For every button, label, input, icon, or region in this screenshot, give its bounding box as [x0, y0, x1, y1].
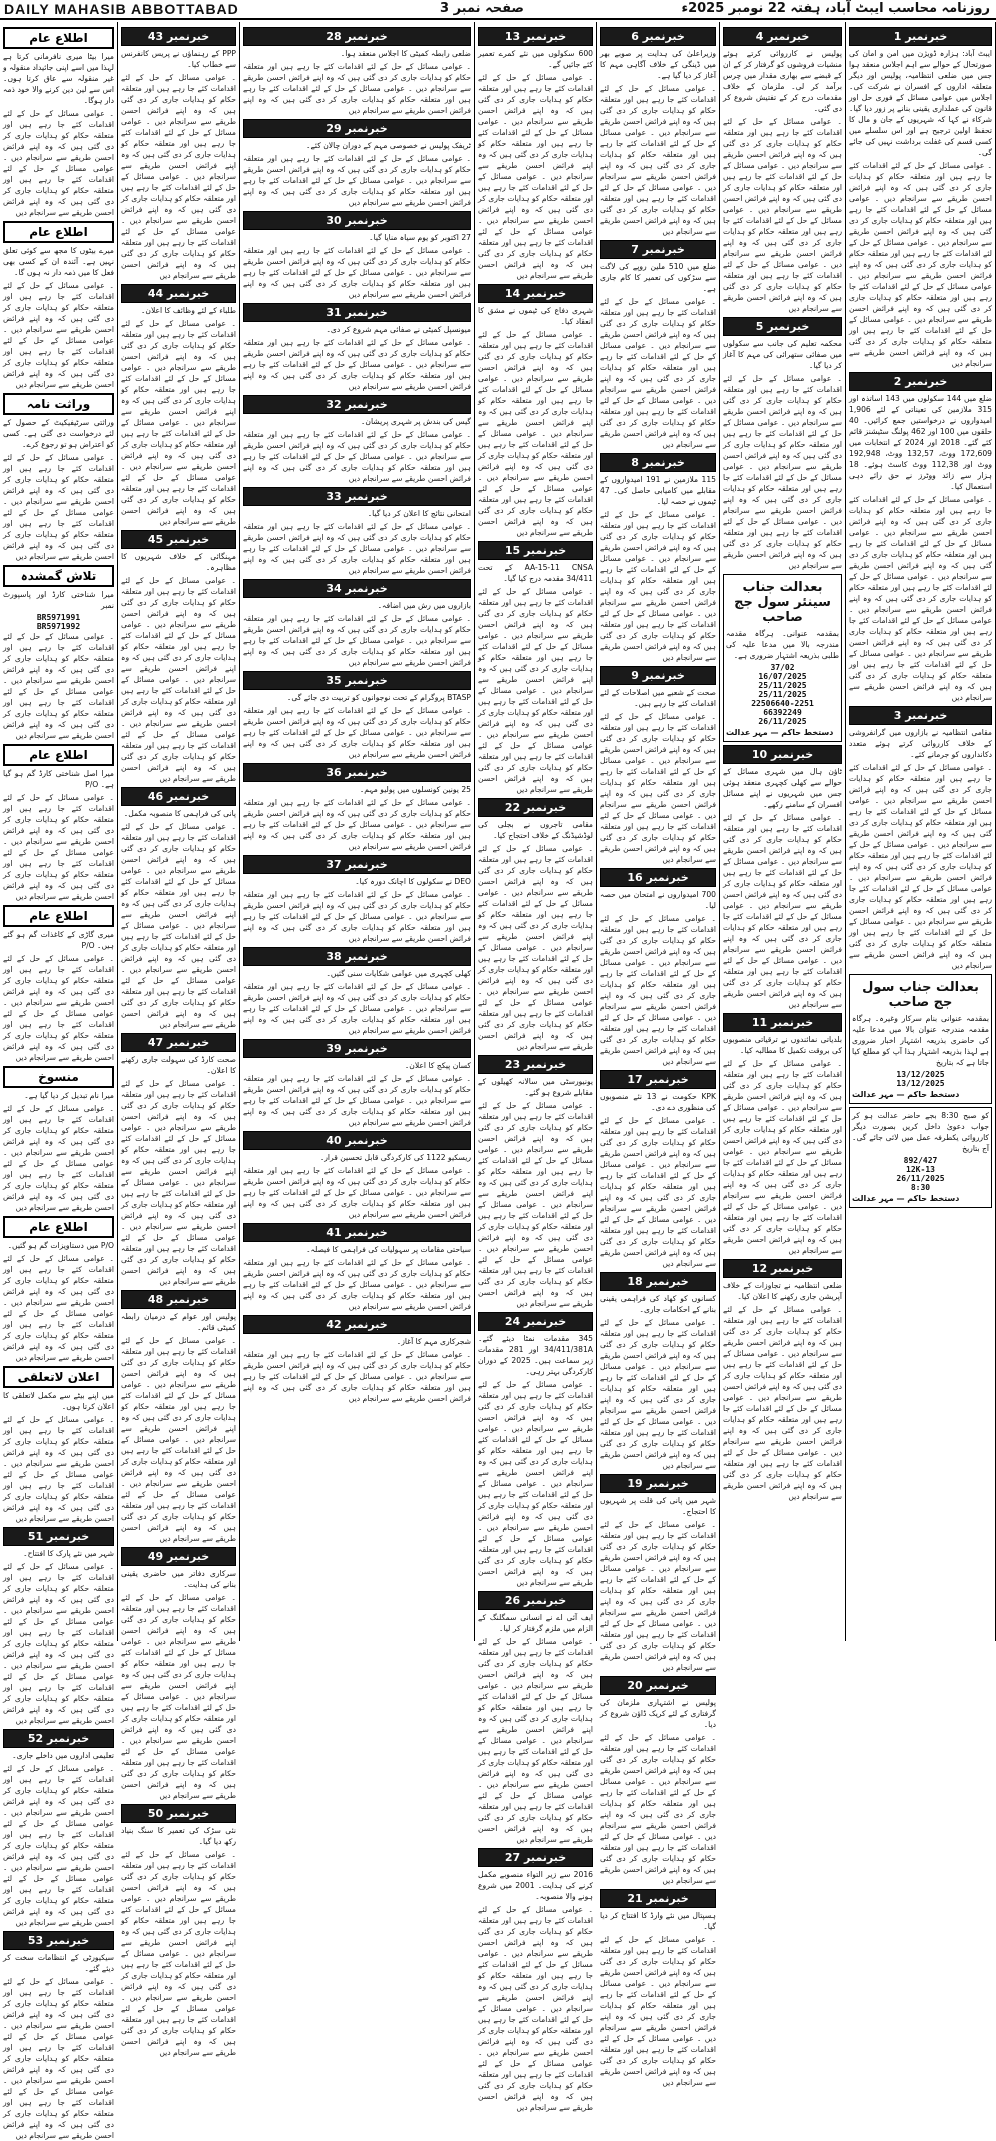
news-text: ایف آئی اے نے انسانی سمگلنگ کے الزام میں ملزم گرفتار کر لیا۔	[478, 1613, 593, 1633]
classified-filler: ۔ عوامی مسائل کے حل کے لئے اقدامات کئے جا رہے ہیں اور متعلقہ حکام کو ہدایات جاری کر دی گئی ہیں کہ وہ اپنے فرائض احسن طریقے سے سرانجام دیں ۔ عوامی مسائل کے حل کے لئے اقدامات کئے جا رہے ہیں اور متعلقہ حکام کو ہدایات جاری کر دی گئی ہیں کہ وہ اپنے فرائض احسن طریقے سے سرانجام دیں	[3, 1254, 114, 1362]
news-text: ہسپتال میں نئے وارڈ کا افتتاح کر دیا گیا۔	[600, 1911, 716, 1931]
news-text: تعلیمی اداروں میں داخلے جاری۔	[12, 1751, 114, 1760]
news-body-filler: ۔ عوامی مسائل کے حل کے لئے اقدامات کئے جا رہے ہیں اور متعلقہ حکام کو ہدایات جاری کر دی گئی ہیں کہ وہ اپنے فرائض احسن طریقے سے سرانجام دیں ۔ عوامی مسائل کے حل کے لئے اقدامات کئے جا رہے ہیں اور متعلقہ حکام کو ہدایات جاری کر دی گئی ہیں کہ وہ اپنے فرائض احسن طریقے سے سرانجام دیں ۔ عوامی مسائل کے حل کے لئے اقدامات کئے جا رہے ہیں اور متعلقہ حکام کو ہدایات جاری کر دی گئی ہیں کہ وہ اپنے فرائض احسن طریقے سے سرانجام دیں	[3, 1977, 114, 2140]
news-text: بلدیاتی نمائندوں نے ترقیاتی منصوبوں کی بروقت تکمیل کا مطالبہ کیا۔	[723, 1035, 842, 1055]
news-box-title: خبرنمبر 22	[478, 798, 593, 817]
news-box-title: خبرنمبر 15	[478, 541, 593, 560]
news-text: KPK حکومت نے 13 نئے منصوبوں کی منظوری دے دی۔	[600, 1092, 716, 1112]
classified-filler: ۔ عوامی مسائل کے حل کے لئے اقدامات کئے جا رہے ہیں اور متعلقہ حکام کو ہدایات جاری کر دی گئی ہیں کہ وہ اپنے فرائض احسن طریقے سے سرانجام دیں ۔ عوامی مسائل کے حل کے لئے اقدامات کئے جا رہے ہیں اور متعلقہ حکام کو ہدایات جاری کر دی گئی ہیں کہ وہ اپنے فرائض احسن طریقے سے سرانجام دیں	[3, 632, 114, 740]
news-box-title: خبرنمبر 53	[3, 1931, 114, 1950]
news-text: 600 سکولوں میں نئے کمرے تعمیر کئے جائیں گے۔	[478, 49, 593, 69]
news-text: بازاروں میں رش میں اضافہ۔	[377, 601, 471, 610]
notice-text: بمقدمہ عنوانی۔ ہرگاہ مقدمہ مندرجہ بالا میں مدعا علیہ کی طلبی بذریعہ اشتہار ضروری ہے۔	[726, 629, 839, 660]
notice-time: 8:30	[910, 1183, 931, 1192]
news-box-title: خبرنمبر 23	[478, 1055, 593, 1074]
news-text: شہر میں پانی کی قلت پر شہریوں کا احتجاج۔	[600, 1496, 716, 1516]
news-box-title: خبرنمبر 50	[121, 1804, 236, 1823]
news-box-title: خبرنمبر 24	[478, 1312, 593, 1331]
news-body-filler: ۔ عوامی مسائل کے حل کے لئے اقدامات کئے جا رہے ہیں اور متعلقہ حکام کو ہدایات جاری کر دی گئی ہیں کہ وہ اپنے فرائض احسن طریقے سے سرانجام دیں ۔ عوامی مسائل کے حل کے لئے اقدامات کئے جا رہے ہیں اور متعلقہ حکام کو ہدایات جاری کر دی گئی ہیں کہ وہ اپنے فرائض احسن طریقے سے سرانجام دیں ۔ عوامی مسائل کے حل کے لئے اقدامات کئے جا رہے ہیں اور متعلقہ حکام کو ہدایات جاری کر دی گئی ہیں کہ وہ اپنے فرائض احسن طریقے سے سرانجام دیں ۔ عوامی مسائل کے حل کے لئے اقدامات کئے جا رہے ہیں اور متعلقہ حکام کو ہدایات جاری کر دی گئی ہیں کہ وہ اپنے فرائض احسن طریقے سے سرانجام دیں	[478, 73, 593, 280]
classified-heading: اطلاع عام	[3, 27, 114, 49]
classified-filler: ۔ عوامی مسائل کے حل کے لئے اقدامات کئے جا رہے ہیں اور متعلقہ حکام کو ہدایات جاری کر دی گئی ہیں کہ وہ اپنے فرائض احسن طریقے سے سرانجام دیں ۔ عوامی مسائل کے حل کے لئے اقدامات کئے جا رہے ہیں اور متعلقہ حکام کو ہدایات جاری کر دی گئی ہیں کہ وہ اپنے فرائض احسن طریقے سے سرانجام دیں	[3, 109, 114, 217]
news-box-title: خبرنمبر 27	[478, 1848, 593, 1867]
news-body-filler: ۔ عوامی مسائل کے حل کے لئے اقدامات کئے جا رہے ہیں اور متعلقہ حکام کو ہدایات جاری کر دی گئی ہیں کہ وہ اپنے فرائض احسن طریقے سے سرانجام دیں ۔ عوامی مسائل کے حل کے لئے اقدامات کئے جا رہے ہیں اور متعلقہ حکام کو ہدایات جاری کر دی گئی ہیں کہ وہ اپنے فرائض احسن طریقے سے سرانجام دیں ۔ عوامی مسائل کے حل کے لئے اقدامات کئے جا رہے ہیں اور متعلقہ حکام کو ہدایات جاری کر دی گئی ہیں کہ وہ اپنے فرائض احسن طریقے سے سرانجام دیں ۔ عوامی مسائل کے حل کے لئے اقدامات کئے جا رہے ہیں اور متعلقہ حکام کو ہدایات جاری کر دی گئی ہیں کہ وہ اپنے فرائض احسن طریقے سے سرانجام دیں ۔ عوامی مسائل کے حل کے لئے اقدامات کئے جا رہے ہیں اور متعلقہ حکام کو ہدایات جاری کر دی گئی ہیں کہ وہ اپنے فرائض احسن طریقے سے سرانجام دیں	[849, 161, 992, 368]
news-box-title: خبرنمبر 46	[121, 787, 236, 806]
column-3	[597, 22, 720, 2087]
classified-text: میں اپنے بیٹے سے مکمل لاتعلقی کا اعلان کرتا ہوں۔	[3, 1391, 114, 1411]
news-box-title: خبرنمبر 5	[723, 317, 842, 336]
news-text: مقامی انتظامیہ نے بازاروں میں گرانفروشی کے خلاف کارروائی کرتے ہوئے متعدد دکانداروں کو جرمانے کئے۔	[849, 728, 992, 759]
news-text: 2016 سے زیر التواء منصوبے مکمل کرنے کی ہدایت۔ 2001 میں شروع ہونے والا منصوبہ۔	[478, 1870, 593, 1901]
notice-ref: 892/427	[903, 1156, 938, 1165]
news-body-filler: ۔ عوامی مسائل کے حل کے لئے اقدامات کئے جا رہے ہیں اور متعلقہ حکام کو ہدایات جاری کر دی گئی ہیں کہ وہ اپنے فرائض احسن طریقے سے سرانجام دیں ۔ عوامی مسائل کے حل کے لئے اقدامات کئے جا رہے ہیں اور متعلقہ حکام کو ہدایات جاری کر دی گئی ہیں کہ وہ اپنے فرائض احسن طریقے سے سرانجام دیں	[243, 1258, 471, 1311]
news-body-filler: ۔ عوامی مسائل کے حل کے لئے اقدامات کئے جا رہے ہیں اور متعلقہ حکام کو ہدایات جاری کر دی گئی ہیں کہ وہ اپنے فرائض احسن طریقے سے سرانجام دیں ۔ عوامی مسائل کے حل کے لئے اقدامات کئے جا رہے ہیں اور متعلقہ حکام کو ہدایات جاری کر دی گئی ہیں کہ وہ اپنے فرائض احسن طریقے سے سرانجام دیں	[243, 982, 471, 1035]
news-box-title: خبرنمبر 30	[243, 211, 471, 230]
notice-ref: 12K-13	[906, 1165, 935, 1174]
news-body-filler: ۔ عوامی مسائل کے حل کے لئے اقدامات کئے جا رہے ہیں اور متعلقہ حکام کو ہدایات جاری کر دی گئی ہیں کہ وہ اپنے فرائض احسن طریقے سے سرانجام دیں ۔ عوامی مسائل کے حل کے لئے اقدامات کئے جا رہے ہیں اور متعلقہ حکام کو ہدایات جاری کر دی گئی ہیں کہ وہ اپنے فرائض احسن طریقے سے سرانجام دیں ۔ عوامی مسائل کے حل کے لئے اقدامات کئے جا رہے ہیں اور متعلقہ حکام کو ہدایات جاری کر دی گئی ہیں کہ وہ اپنے فرائض احسن طریقے سے سرانجام دیں ۔ عوامی مسائل کے حل کے لئے اقدامات کئے جا رہے ہیں اور متعلقہ حکام کو ہدایات جاری کر دی گئی ہیں کہ وہ اپنے فرائض احسن طریقے سے سرانجام دیں	[121, 1336, 236, 1543]
notice-text: بمقدمہ عنوانی بنام سرکار وغیرہ۔ ہرگاہ مقدمہ مندرجہ عنوان بالا میں مدعا علیہ کی حاضری بذریعہ اشتہار اخبار ضروری ہے لہذا بذریعہ اشتہار ہذا آپ کو مطلع کیا جاتا ہے کہ بتاریخ	[852, 1014, 989, 1067]
news-body-filler: ۔ عوامی مسائل کے حل کے لئے اقدامات کئے جا رہے ہیں اور متعلقہ حکام کو ہدایات جاری کر دی گئی ہیں کہ وہ اپنے فرائض احسن طریقے سے سرانجام دیں ۔ عوامی مسائل کے حل کے لئے اقدامات کئے جا رہے ہیں اور متعلقہ حکام کو ہدایات جاری کر دی گئی ہیں کہ وہ اپنے فرائض احسن طریقے سے سرانجام دیں ۔ عوامی مسائل کے حل کے لئے اقدامات کئے جا رہے ہیں اور متعلقہ حکام کو ہدایات جاری کر دی گئی ہیں کہ وہ اپنے فرائض احسن طریقے سے سرانجام دیں ۔ عوامی مسائل کے حل کے لئے اقدامات کئے جا رہے ہیں اور متعلقہ حکام کو ہدایات جاری کر دی گئی ہیں کہ وہ اپنے فرائض احسن طریقے سے سرانجام دیں	[723, 813, 842, 1009]
column-6	[118, 22, 240, 2057]
column-5	[240, 22, 475, 1641]
news-body-filler: ۔ عوامی مسائل کے حل کے لئے اقدامات کئے جا رہے ہیں اور متعلقہ حکام کو ہدایات جاری کر دی گئی ہیں کہ وہ اپنے فرائض احسن طریقے سے سرانجام دیں ۔ عوامی مسائل کے حل کے لئے اقدامات کئے جا رہے ہیں اور متعلقہ حکام کو ہدایات جاری کر دی گئی ہیں کہ وہ اپنے فرائض احسن طریقے سے سرانجام دیں ۔ عوامی مسائل کے حل کے لئے اقدامات کئے جا رہے ہیں اور متعلقہ حکام کو ہدایات جاری کر دی گئی ہیں کہ وہ اپنے فرائض احسن طریقے سے سرانجام دیں ۔ عوامی مسائل کے حل کے لئے اقدامات کئے جا رہے ہیں اور متعلقہ حکام کو ہدایات جاری کر دی گئی ہیں کہ وہ اپنے فرائض احسن طریقے سے سرانجام دیں	[478, 1637, 593, 1844]
news-body-filler: ۔ عوامی مسائل کے حل کے لئے اقدامات کئے جا رہے ہیں اور متعلقہ حکام کو ہدایات جاری کر دی گئی ہیں کہ وہ اپنے فرائض احسن طریقے سے سرانجام دیں ۔ عوامی مسائل کے حل کے لئے اقدامات کئے جا رہے ہیں اور متعلقہ حکام کو ہدایات جاری کر دی گئی ہیں کہ وہ اپنے فرائض احسن طریقے سے سرانجام دیں ۔ عوامی مسائل کے حل کے لئے اقدامات کئے جا رہے ہیں اور متعلقہ حکام کو ہدایات جاری کر دی گئی ہیں کہ وہ اپنے فرائض احسن طریقے سے سرانجام دیں ۔ عوامی مسائل کے حل کے لئے اقدامات کئے جا رہے ہیں اور متعلقہ حکام کو ہدایات جاری کر دی گئی ہیں کہ وہ اپنے فرائض احسن طریقے سے سرانجام دیں	[478, 1101, 593, 1308]
news-text: ضلع میں 510 ملین روپے کی لاگت سے سڑکوں کی تعمیر کا کام جاری ہے۔	[600, 262, 716, 293]
notice-case: 37/02	[770, 663, 795, 672]
news-text: ضلعی انتظامیہ نے تجاوزات کے خلاف آپریشن جاری رکھنے کا اعلان کیا۔	[723, 1281, 842, 1301]
news-body-filler: ۔ عوامی مسائل کے حل کے لئے اقدامات کئے جا رہے ہیں اور متعلقہ حکام کو ہدایات جاری کر دی گئی ہیں کہ وہ اپنے فرائض احسن طریقے سے سرانجام دیں ۔ عوامی مسائل کے حل کے لئے اقدامات کئے جا رہے ہیں اور متعلقہ حکام کو ہدایات جاری کر دی گئی ہیں کہ وہ اپنے فرائض احسن طریقے سے سرانجام دیں ۔ عوامی مسائل کے حل کے لئے اقدامات کئے جا رہے ہیں اور متعلقہ حکام کو ہدایات جاری کر دی گئی ہیں کہ وہ اپنے فرائض احسن طریقے سے سرانجام دیں	[600, 510, 716, 662]
news-body-filler: ۔ عوامی مسائل کے حل کے لئے اقدامات کئے جا رہے ہیں اور متعلقہ حکام کو ہدایات جاری کر دی گئی ہیں کہ وہ اپنے فرائض احسن طریقے سے سرانجام دیں ۔ عوامی مسائل کے حل کے لئے اقدامات کئے جا رہے ہیں اور متعلقہ حکام کو ہدایات جاری کر دی گئی ہیں کہ وہ اپنے فرائض احسن طریقے سے سرانجام دیں ۔ عوامی مسائل کے حل کے لئے اقدامات کئے جا رہے ہیں اور متعلقہ حکام کو ہدایات جاری کر دی گئی ہیں کہ وہ اپنے فرائض احسن طریقے سے سرانجام دیں	[600, 1520, 716, 1672]
classified-heading: وراثت نامہ	[3, 393, 114, 415]
news-body-filler: ۔ عوامی مسائل کے حل کے لئے اقدامات کئے جا رہے ہیں اور متعلقہ حکام کو ہدایات جاری کر دی گئی ہیں کہ وہ اپنے فرائض احسن طریقے سے سرانجام دیں ۔ عوامی مسائل کے حل کے لئے اقدامات کئے جا رہے ہیں اور متعلقہ حکام کو ہدایات جاری کر دی گئی ہیں کہ وہ اپنے فرائض احسن طریقے سے سرانجام دیں ۔ عوامی مسائل کے حل کے لئے اقدامات کئے جا رہے ہیں اور متعلقہ حکام کو ہدایات جاری کر دی گئی ہیں کہ وہ اپنے فرائض احسن طریقے سے سرانجام دیں	[600, 1116, 716, 1268]
news-body-filler: ۔ عوامی مسائل کے حل کے لئے اقدامات کئے جا رہے ہیں اور متعلقہ حکام کو ہدایات جاری کر دی گئی ہیں کہ وہ اپنے فرائض احسن طریقے سے سرانجام دیں ۔ عوامی مسائل کے حل کے لئے اقدامات کئے جا رہے ہیں اور متعلقہ حکام کو ہدایات جاری کر دی گئی ہیں کہ وہ اپنے فرائض احسن طریقے سے سرانجام دیں ۔ عوامی مسائل کے حل کے لئے اقدامات کئے جا رہے ہیں اور متعلقہ حکام کو ہدایات جاری کر دی گئی ہیں کہ وہ اپنے فرائض احسن طریقے سے سرانجام دیں	[600, 297, 716, 449]
news-box-title: خبرنمبر 33	[243, 487, 471, 506]
news-text: ٹاؤن ہال میں شہری مسائل کے حوالے سے کھلی کچہری منعقد ہوئی جس میں شہریوں نے اپنے مسائل افسران کے سامنے رکھے۔	[723, 767, 842, 809]
news-box-title: خبرنمبر 43	[121, 27, 236, 46]
page-number: صفحہ نمبر 3	[440, 1, 524, 16]
classified-heading: منسوخ	[3, 1066, 114, 1088]
news-box-title: خبرنمبر 14	[478, 284, 593, 303]
news-text: کسانوں کو کھاد کی فراہمی یقینی بنانے کے احکامات جاری۔	[600, 1294, 716, 1314]
news-body-filler: ۔ عوامی مسائل کے حل کے لئے اقدامات کئے جا رہے ہیں اور متعلقہ حکام کو ہدایات جاری کر دی گئی ہیں کہ وہ اپنے فرائض احسن طریقے سے سرانجام دیں ۔ عوامی مسائل کے حل کے لئے اقدامات کئے جا رہے ہیں اور متعلقہ حکام کو ہدایات جاری کر دی گئی ہیں کہ وہ اپنے فرائض احسن طریقے سے سرانجام دیں ۔ عوامی مسائل کے حل کے لئے اقدامات کئے جا رہے ہیں اور متعلقہ حکام کو ہدایات جاری کر دی گئی ہیں کہ وہ اپنے فرائض احسن طریقے سے سرانجام دیں ۔ عوامی مسائل کے حل کے لئے اقدامات کئے جا رہے ہیں اور متعلقہ حکام کو ہدایات جاری کر دی گئی ہیں کہ وہ اپنے فرائض احسن طریقے سے سرانجام دیں	[478, 1905, 593, 2112]
court-notice	[723, 574, 842, 742]
classified-heading: اطلاع عام	[3, 905, 114, 927]
classified-heading: اطلاع عام	[3, 1216, 114, 1238]
news-box-title: خبرنمبر 44	[121, 284, 236, 303]
news-box-title: خبرنمبر 4	[723, 27, 842, 46]
news-text: نئی سڑک کی تعمیر کا سنگ بنیاد رکھ دیا گیا۔	[121, 1826, 236, 1846]
news-text: سیاحتی مقامات پر سہولیات کی فراہمی کا فیصلہ۔	[306, 1245, 471, 1254]
news-body-filler: ۔ عوامی مسائل کے حل کے لئے اقدامات کئے جا رہے ہیں اور متعلقہ حکام کو ہدایات جاری کر دی گئی ہیں کہ وہ اپنے فرائض احسن طریقے سے سرانجام دیں ۔ عوامی مسائل کے حل کے لئے اقدامات کئے جا رہے ہیں اور متعلقہ حکام کو ہدایات جاری کر دی گئی ہیں کہ وہ اپنے فرائض احسن طریقے سے سرانجام دیں	[243, 614, 471, 667]
news-text: میونسپل کمیٹی نے صفائی مہم شروع کر دی۔	[326, 325, 471, 334]
classified-filler: ۔ عوامی مسائل کے حل کے لئے اقدامات کئے جا رہے ہیں اور متعلقہ حکام کو ہدایات جاری کر دی گئی ہیں کہ وہ اپنے فرائض احسن طریقے سے سرانجام دیں ۔ عوامی مسائل کے حل کے لئے اقدامات کئے جا رہے ہیں اور متعلقہ حکام کو ہدایات جاری کر دی گئی ہیں کہ وہ اپنے فرائض احسن طریقے سے سرانجام دیں	[3, 793, 114, 901]
news-body-filler: ۔ عوامی مسائل کے حل کے لئے اقدامات کئے جا رہے ہیں اور متعلقہ حکام کو ہدایات جاری کر دی گئی ہیں کہ وہ اپنے فرائض احسن طریقے سے سرانجام دیں ۔ عوامی مسائل کے حل کے لئے اقدامات کئے جا رہے ہیں اور متعلقہ حکام کو ہدایات جاری کر دی گئی ہیں کہ وہ اپنے فرائض احسن طریقے سے سرانجام دیں ۔ عوامی مسائل کے حل کے لئے اقدامات کئے جا رہے ہیں اور متعلقہ حکام کو ہدایات جاری کر دی گئی ہیں کہ وہ اپنے فرائض احسن طریقے سے سرانجام دیں	[3, 1764, 114, 1927]
notice-phone2: 66392249	[763, 708, 802, 717]
news-body-filler: ۔ عوامی مسائل کے حل کے لئے اقدامات کئے جا رہے ہیں اور متعلقہ حکام کو ہدایات جاری کر دی گئی ہیں کہ وہ اپنے فرائض احسن طریقے سے سرانجام دیں ۔ عوامی مسائل کے حل کے لئے اقدامات کئے جا رہے ہیں اور متعلقہ حکام کو ہدایات جاری کر دی گئی ہیں کہ وہ اپنے فرائض احسن طریقے سے سرانجام دیں ۔ عوامی مسائل کے حل کے لئے اقدامات کئے جا رہے ہیں اور متعلقہ حکام کو ہدایات جاری کر دی گئی ہیں کہ وہ اپنے فرائض احسن طریقے سے سرانجام دیں ۔ عوامی مسائل کے حل کے لئے اقدامات کئے جا رہے ہیں اور متعلقہ حکام کو ہدایات جاری کر دی گئی ہیں کہ وہ اپنے فرائض احسن طریقے سے سرانجام دیں	[121, 73, 236, 280]
news-box-title: خبرنمبر 34	[243, 579, 471, 598]
news-box-title: خبرنمبر 8	[600, 453, 716, 472]
document-number: BR5971992	[36, 622, 81, 631]
news-body-filler: ۔ عوامی مسائل کے حل کے لئے اقدامات کئے جا رہے ہیں اور متعلقہ حکام کو ہدایات جاری کر دی گئی ہیں کہ وہ اپنے فرائض احسن طریقے سے سرانجام دیں ۔ عوامی مسائل کے حل کے لئے اقدامات کئے جا رہے ہیں اور متعلقہ حکام کو ہدایات جاری کر دی گئی ہیں کہ وہ اپنے فرائض احسن طریقے سے سرانجام دیں ۔ عوامی مسائل کے حل کے لئے اقدامات کئے جا رہے ہیں اور متعلقہ حکام کو ہدایات جاری کر دی گئی ہیں کہ وہ اپنے فرائض احسن طریقے سے سرانجام دیں ۔ عوامی مسائل کے حل کے لئے اقدامات کئے جا رہے ہیں اور متعلقہ حکام کو ہدایات جاری کر دی گئی ہیں کہ وہ اپنے فرائض احسن طریقے سے سرانجام دیں ۔ عوامی مسائل کے حل کے لئے اقدامات کئے جا رہے ہیں اور متعلقہ حکام کو ہدایات جاری کر دی گئی ہیں کہ وہ اپنے فرائض احسن طریقے سے سرانجام دیں	[849, 495, 992, 702]
news-text: ضلعی رابطہ کمیٹی کا اجلاس منعقد ہوا۔	[340, 49, 471, 58]
news-box-title: خبرنمبر 32	[243, 395, 471, 414]
news-body-filler: ۔ عوامی مسائل کے حل کے لئے اقدامات کئے جا رہے ہیں اور متعلقہ حکام کو ہدایات جاری کر دی گئی ہیں کہ وہ اپنے فرائض احسن طریقے سے سرانجام دیں ۔ عوامی مسائل کے حل کے لئے اقدامات کئے جا رہے ہیں اور متعلقہ حکام کو ہدایات جاری کر دی گئی ہیں کہ وہ اپنے فرائض احسن طریقے سے سرانجام دیں	[243, 338, 471, 391]
notice-signature: دستخط حاکم — مہر عدالت	[852, 1194, 960, 1203]
news-text: ریسکیو 1122 کی کارکردگی قابل تحسین قرار۔	[319, 1153, 471, 1162]
news-box-title: خبرنمبر 9	[600, 666, 716, 685]
news-box-title: خبرنمبر 2	[849, 372, 992, 391]
classified-heading: تلاش گمشدہ	[3, 565, 114, 587]
news-text: مقامی تاجروں نے بجلی کی لوڈشیڈنگ کے خلاف احتجاج کیا۔	[478, 820, 593, 840]
news-box-title: خبرنمبر 6	[600, 27, 716, 46]
classified-heading: اعلان لاتعلقی	[3, 1366, 114, 1388]
classified-text: میرا بیٹا میری نافرمانی کرتا ہے لہذا میں اسے اپنی جائیداد منقولہ و غیر منقولہ سے عاق کرتا ہوں۔ اس سے لین دین کرنے والا خود ذمہ دار ہوگا۔	[3, 52, 114, 105]
classified-heading: اطلاع عام	[3, 221, 114, 243]
news-box-title: خبرنمبر 38	[243, 947, 471, 966]
notice-date: 13/12/2025	[896, 1079, 945, 1088]
classified-filler: ۔ عوامی مسائل کے حل کے لئے اقدامات کئے جا رہے ہیں اور متعلقہ حکام کو ہدایات جاری کر دی گئی ہیں کہ وہ اپنے فرائض احسن طریقے سے سرانجام دیں ۔ عوامی مسائل کے حل کے لئے اقدامات کئے جا رہے ہیں اور متعلقہ حکام کو ہدایات جاری کر دی گئی ہیں کہ وہ اپنے فرائض احسن طریقے سے سرانجام دیں	[3, 954, 114, 1062]
column-2	[720, 22, 846, 1641]
news-body-filler: ۔ عوامی مسائل کے حل کے لئے اقدامات کئے جا رہے ہیں اور متعلقہ حکام کو ہدایات جاری کر دی گئی ہیں کہ وہ اپنے فرائض احسن طریقے سے سرانجام دیں ۔ عوامی مسائل کے حل کے لئے اقدامات کئے جا رہے ہیں اور متعلقہ حکام کو ہدایات جاری کر دی گئی ہیں کہ وہ اپنے فرائض احسن طریقے سے سرانجام دیں	[243, 246, 471, 299]
news-box-title: خبرنمبر 42	[243, 1315, 471, 1334]
news-box-title: خبرنمبر 52	[3, 1729, 114, 1748]
news-text: ضلع میں 144 سکولوں میں 143 اساتذہ اور 315 ملازمین کی تعیناتی کے لئے 1,906 امیدواروں نے درخواستیں جمع کرائیں۔ 40 حلقوں میں 100 اور 462 پولنگ سٹیشنز قائم کئے گئے۔ 2018 اور 2024 کے انتخابات میں 172,609 ووٹ، 132,57 ووٹ، 192,948 ووٹ اور 112,38 ووٹ کاسٹ ہوئے۔ 18 ہزار سے زائد ووٹرز نے حق رائے دہی استعمال کیا۔	[849, 394, 993, 491]
news-body-filler: ۔ عوامی مسائل کے حل کے لئے اقدامات کئے جا رہے ہیں اور متعلقہ حکام کو ہدایات جاری کر دی گئی ہیں کہ وہ اپنے فرائض احسن طریقے سے سرانجام دیں ۔ عوامی مسائل کے حل کے لئے اقدامات کئے جا رہے ہیں اور متعلقہ حکام کو ہدایات جاری کر دی گئی ہیں کہ وہ اپنے فرائض احسن طریقے سے سرانجام دیں ۔ عوامی مسائل کے حل کے لئے اقدامات کئے جا رہے ہیں اور متعلقہ حکام کو ہدایات جاری کر دی گئی ہیں کہ وہ اپنے فرائض احسن طریقے سے سرانجام دیں ۔ عوامی مسائل کے حل کے لئے اقدامات کئے جا رہے ہیں اور متعلقہ حکام کو ہدایات جاری کر دی گئی ہیں کہ وہ اپنے فرائض احسن طریقے سے سرانجام دیں	[723, 117, 842, 313]
news-body-filler: ۔ عوامی مسائل کے حل کے لئے اقدامات کئے جا رہے ہیں اور متعلقہ حکام کو ہدایات جاری کر دی گئی ہیں کہ وہ اپنے فرائض احسن طریقے سے سرانجام دیں ۔ عوامی مسائل کے حل کے لئے اقدامات کئے جا رہے ہیں اور متعلقہ حکام کو ہدایات جاری کر دی گئی ہیں کہ وہ اپنے فرائض احسن طریقے سے سرانجام دیں ۔ عوامی مسائل کے حل کے لئے اقدامات کئے جا رہے ہیں اور متعلقہ حکام کو ہدایات جاری کر دی گئی ہیں کہ وہ اپنے فرائض احسن طریقے سے سرانجام دیں ۔ عوامی مسائل کے حل کے لئے اقدامات کئے جا رہے ہیں اور متعلقہ حکام کو ہدایات جاری کر دی گئی ہیں کہ وہ اپنے فرائض احسن طریقے سے سرانجام دیں	[121, 319, 236, 526]
news-box-title: خبرنمبر 7	[600, 240, 716, 259]
news-box-title: خبرنمبر 26	[478, 1591, 593, 1610]
news-body-filler: ۔ عوامی مسائل کے حل کے لئے اقدامات کئے جا رہے ہیں اور متعلقہ حکام کو ہدایات جاری کر دی گئی ہیں کہ وہ اپنے فرائض احسن طریقے سے سرانجام دیں ۔ عوامی مسائل کے حل کے لئے اقدامات کئے جا رہے ہیں اور متعلقہ حکام کو ہدایات جاری کر دی گئی ہیں کہ وہ اپنے فرائض احسن طریقے سے سرانجام دیں ۔ عوامی مسائل کے حل کے لئے اقدامات کئے جا رہے ہیں اور متعلقہ حکام کو ہدایات جاری کر دی گئی ہیں کہ وہ اپنے فرائض احسن طریقے سے سرانجام دیں	[600, 1935, 716, 2087]
classified-text: میرا شناختی کارڈ اور پاسپورٹ نمبر	[3, 590, 114, 610]
news-box-title: خبرنمبر 48	[121, 1290, 236, 1309]
news-text: 700 امیدواروں نے امتحان میں حصہ لیا۔	[600, 890, 716, 910]
news-box-title: خبرنمبر 16	[600, 868, 716, 887]
news-text: شہری دفاع کی ٹیموں نے مشق کا انعقاد کیا۔	[478, 306, 593, 326]
news-text: شہر میں نئے پارک کا افتتاح۔	[23, 1549, 114, 1558]
news-text: صحت کارڈ کی سہولت جاری رکھنے کا اعلان۔	[121, 1055, 236, 1075]
classified-filler: ۔ عوامی مسائل کے حل کے لئے اقدامات کئے جا رہے ہیں اور متعلقہ حکام کو ہدایات جاری کر دی گئی ہیں کہ وہ اپنے فرائض احسن طریقے سے سرانجام دیں ۔ عوامی مسائل کے حل کے لئے اقدامات کئے جا رہے ہیں اور متعلقہ حکام کو ہدایات جاری کر دی گئی ہیں کہ وہ اپنے فرائض احسن طریقے سے سرانجام دیں	[3, 1415, 114, 1523]
news-box-title: خبرنمبر 47	[121, 1033, 236, 1052]
news-box-title: خبرنمبر 51	[3, 1527, 114, 1546]
news-text: 345 مقدمات نمٹا دیئے گئے۔ 34/411/381A اور 281 مقدمات زیر سماعت ہیں۔ 2025 کے دوران کارکردگی بہتر رہی۔	[478, 1334, 593, 1376]
masthead	[0, 0, 996, 20]
news-box-title: خبرنمبر 29	[243, 119, 471, 138]
news-text: BTASP پروگرام کے تحت نوجوانوں کو تربیت دی جائے گی۔	[286, 693, 471, 702]
news-text: PPP کے رہنماؤں نے پریس کانفرنس سے خطاب کیا۔	[121, 49, 236, 69]
news-body-filler: ۔ عوامی مسائل کے حل کے لئے اقدامات کئے جا رہے ہیں اور متعلقہ حکام کو ہدایات جاری کر دی گئی ہیں کہ وہ اپنے فرائض احسن طریقے سے سرانجام دیں ۔ عوامی مسائل کے حل کے لئے اقدامات کئے جا رہے ہیں اور متعلقہ حکام کو ہدایات جاری کر دی گئی ہیں کہ وہ اپنے فرائض احسن طریقے سے سرانجام دیں	[243, 522, 471, 575]
notice-signature: دستخط حاکم — مہر عدالت	[726, 728, 834, 737]
notice-date4: 26/11/2025	[758, 717, 807, 726]
news-box-title: خبرنمبر 49	[121, 1547, 236, 1566]
news-text: شجرکاری مہم کا آغاز۔	[396, 1337, 471, 1346]
news-box-title: خبرنمبر 21	[600, 1889, 716, 1908]
news-body-filler: ۔ عوامی مسائل کے حل کے لئے اقدامات کئے جا رہے ہیں اور متعلقہ حکام کو ہدایات جاری کر دی گئی ہیں کہ وہ اپنے فرائض احسن طریقے سے سرانجام دیں ۔ عوامی مسائل کے حل کے لئے اقدامات کئے جا رہے ہیں اور متعلقہ حکام کو ہدایات جاری کر دی گئی ہیں کہ وہ اپنے فرائض احسن طریقے سے سرانجام دیں ۔ عوامی مسائل کے حل کے لئے اقدامات کئے جا رہے ہیں اور متعلقہ حکام کو ہدایات جاری کر دی گئی ہیں کہ وہ اپنے فرائض احسن طریقے سے سرانجام دیں ۔ عوامی مسائل کے حل کے لئے اقدامات کئے جا رہے ہیں اور متعلقہ حکام کو ہدایات جاری کر دی گئی ہیں کہ وہ اپنے فرائض احسن طریقے سے سرانجام دیں	[121, 822, 236, 1029]
notice-date: 26/11/2025	[896, 1174, 945, 1183]
news-box-title: خبرنمبر 20	[600, 1676, 716, 1695]
news-body-filler: ۔ عوامی مسائل کے حل کے لئے اقدامات کئے جا رہے ہیں اور متعلقہ حکام کو ہدایات جاری کر دی گئی ہیں کہ وہ اپنے فرائض احسن طریقے سے سرانجام دیں ۔ عوامی مسائل کے حل کے لئے اقدامات کئے جا رہے ہیں اور متعلقہ حکام کو ہدایات جاری کر دی گئی ہیں کہ وہ اپنے فرائض احسن طریقے سے سرانجام دیں ۔ عوامی مسائل کے حل کے لئے اقدامات کئے جا رہے ہیں اور متعلقہ حکام کو ہدایات جاری کر دی گئی ہیں کہ وہ اپنے فرائض احسن طریقے سے سرانجام دیں	[600, 1318, 716, 1470]
column-1	[846, 22, 996, 1641]
news-body-filler: ۔ عوامی مسائل کے حل کے لئے اقدامات کئے جا رہے ہیں اور متعلقہ حکام کو ہدایات جاری کر دی گئی ہیں کہ وہ اپنے فرائض احسن طریقے سے سرانجام دیں ۔ عوامی مسائل کے حل کے لئے اقدامات کئے جا رہے ہیں اور متعلقہ حکام کو ہدایات جاری کر دی گئی ہیں کہ وہ اپنے فرائض احسن طریقے سے سرانجام دیں ۔ عوامی مسائل کے حل کے لئے اقدامات کئے جا رہے ہیں اور متعلقہ حکام کو ہدایات جاری کر دی گئی ہیں کہ وہ اپنے فرائض احسن طریقے سے سرانجام دیں ۔ عوامی مسائل کے حل کے لئے اقدامات کئے جا رہے ہیں اور متعلقہ حکام کو ہدایات جاری کر دی گئی ہیں کہ وہ اپنے فرائض احسن طریقے سے سرانجام دیں	[478, 1380, 593, 1587]
notice-text: کو صبح 8:30 بجے حاضر عدالت ہو کر جواب دعویٰ داخل کریں بصورت دیگر کارروائی یکطرفہ عمل میں لائی جائے گی۔ آج بتاریخ	[852, 1111, 989, 1153]
classified-text: وراثتی سرٹیفیکیٹ کے حصول کے لئے درخواست دی گئی ہے۔ کسی کو اعتراض ہو تو رجوع کرے۔	[3, 418, 114, 449]
classified-heading: اطلاع عام	[3, 744, 114, 766]
news-body-filler: ۔ عوامی مسائل کے حل کے لئے اقدامات کئے جا رہے ہیں اور متعلقہ حکام کو ہدایات جاری کر دی گئی ہیں کہ وہ اپنے فرائض احسن طریقے سے سرانجام دیں ۔ عوامی مسائل کے حل کے لئے اقدامات کئے جا رہے ہیں اور متعلقہ حکام کو ہدایات جاری کر دی گئی ہیں کہ وہ اپنے فرائض احسن طریقے سے سرانجام دیں ۔ عوامی مسائل کے حل کے لئے اقدامات کئے جا رہے ہیں اور متعلقہ حکام کو ہدایات جاری کر دی گئی ہیں کہ وہ اپنے فرائض احسن طریقے سے سرانجام دیں ۔ عوامی مسائل کے حل کے لئے اقدامات کئے جا رہے ہیں اور متعلقہ حکام کو ہدایات جاری کر دی گئی ہیں کہ وہ اپنے فرائض احسن طریقے سے سرانجام دیں	[723, 1059, 842, 1255]
news-box-title: خبرنمبر 45	[121, 530, 236, 549]
news-body-filler: ۔ عوامی مسائل کے حل کے لئے اقدامات کئے جا رہے ہیں اور متعلقہ حکام کو ہدایات جاری کر دی گئی ہیں کہ وہ اپنے فرائض احسن طریقے سے سرانجام دیں ۔ عوامی مسائل کے حل کے لئے اقدامات کئے جا رہے ہیں اور متعلقہ حکام کو ہدایات جاری کر دی گئی ہیں کہ وہ اپنے فرائض احسن طریقے سے سرانجام دیں ۔ عوامی مسائل کے حل کے لئے اقدامات کئے جا رہے ہیں اور متعلقہ حکام کو ہدایات جاری کر دی گئی ہیں کہ وہ اپنے فرائض احسن طریقے سے سرانجام دیں	[600, 712, 716, 864]
news-body-filler: ۔ عوامی مسائل کے حل کے لئے اقدامات کئے جا رہے ہیں اور متعلقہ حکام کو ہدایات جاری کر دی گئی ہیں کہ وہ اپنے فرائض احسن طریقے سے سرانجام دیں ۔ عوامی مسائل کے حل کے لئے اقدامات کئے جا رہے ہیں اور متعلقہ حکام کو ہدایات جاری کر دی گئی ہیں کہ وہ اپنے فرائض احسن طریقے سے سرانجام دیں	[243, 1166, 471, 1219]
notice-date3: 25/11/2025	[758, 690, 807, 699]
news-box-title: خبرنمبر 19	[600, 1474, 716, 1493]
news-text: ٹریفک پولیس نے خصوصی مہم کے دوران چالان کئے۔	[306, 141, 471, 150]
news-body-filler: ۔ عوامی مسائل کے حل کے لئے اقدامات کئے جا رہے ہیں اور متعلقہ حکام کو ہدایات جاری کر دی گئی ہیں کہ وہ اپنے فرائض احسن طریقے سے سرانجام دیں ۔ عوامی مسائل کے حل کے لئے اقدامات کئے جا رہے ہیں اور متعلقہ حکام کو ہدایات جاری کر دی گئی ہیں کہ وہ اپنے فرائض احسن طریقے سے سرانجام دیں	[243, 1074, 471, 1127]
news-text: صحت کے شعبے میں اصلاحات کے لئے اقدامات کئے جا رہے ہیں۔	[600, 688, 716, 708]
news-box-title: خبرنمبر 36	[243, 763, 471, 782]
classified-text: میرے بیٹوں کا مجھ سے کوئی تعلق نہیں ہے۔ آئندہ ان کے کسی بھی فعل کا میں ذمہ دار نہ ہوں گا۔	[3, 246, 114, 277]
news-box-title: خبرنمبر 18	[600, 1272, 716, 1291]
news-body-filler: ۔ عوامی مسائل کے حل کے لئے اقدامات کئے جا رہے ہیں اور متعلقہ حکام کو ہدایات جاری کر دی گئی ہیں کہ وہ اپنے فرائض احسن طریقے سے سرانجام دیں ۔ عوامی مسائل کے حل کے لئے اقدامات کئے جا رہے ہیں اور متعلقہ حکام کو ہدایات جاری کر دی گئی ہیں کہ وہ اپنے فرائض احسن طریقے سے سرانجام دیں	[243, 890, 471, 943]
news-body-filler: ۔ عوامی مسائل کے حل کے لئے اقدامات کئے جا رہے ہیں اور متعلقہ حکام کو ہدایات جاری کر دی گئی ہیں کہ وہ اپنے فرائض احسن طریقے سے سرانجام دیں ۔ عوامی مسائل کے حل کے لئے اقدامات کئے جا رہے ہیں اور متعلقہ حکام کو ہدایات جاری کر دی گئی ہیں کہ وہ اپنے فرائض احسن طریقے سے سرانجام دیں	[243, 62, 471, 115]
news-box-title: خبرنمبر 35	[243, 671, 471, 690]
news-body-filler: ۔ عوامی مسائل کے حل کے لئے اقدامات کئے جا رہے ہیں اور متعلقہ حکام کو ہدایات جاری کر دی گئی ہیں کہ وہ اپنے فرائض احسن طریقے سے سرانجام دیں ۔ عوامی مسائل کے حل کے لئے اقدامات کئے جا رہے ہیں اور متعلقہ حکام کو ہدایات جاری کر دی گئی ہیں کہ وہ اپنے فرائض احسن طریقے سے سرانجام دیں ۔ عوامی مسائل کے حل کے لئے اقدامات کئے جا رہے ہیں اور متعلقہ حکام کو ہدایات جاری کر دی گئی ہیں کہ وہ اپنے فرائض احسن طریقے سے سرانجام دیں ۔ عوامی مسائل کے حل کے لئے اقدامات کئے جا رہے ہیں اور متعلقہ حکام کو ہدایات جاری کر دی گئی ہیں کہ وہ اپنے فرائض احسن طریقے سے سرانجام دیں	[121, 1593, 236, 1800]
column-4	[475, 22, 597, 2112]
news-box-title: خبرنمبر 41	[243, 1223, 471, 1242]
news-text: 115 ملازمین نے 191 امیدواروں کے مقابلے میں کامیابی حاصل کی۔ 47 ٹیموں نے حصہ لیا۔	[600, 475, 716, 506]
news-body-filler: ۔ عوامی مسائل کے حل کے لئے اقدامات کئے جا رہے ہیں اور متعلقہ حکام کو ہدایات جاری کر دی گئی ہیں کہ وہ اپنے فرائض احسن طریقے سے سرانجام دیں ۔ عوامی مسائل کے حل کے لئے اقدامات کئے جا رہے ہیں اور متعلقہ حکام کو ہدایات جاری کر دی گئی ہیں کہ وہ اپنے فرائض احسن طریقے سے سرانجام دیں ۔ عوامی مسائل کے حل کے لئے اقدامات کئے جا رہے ہیں اور متعلقہ حکام کو ہدایات جاری کر دی گئی ہیں کہ وہ اپنے فرائض احسن طریقے سے سرانجام دیں ۔ عوامی مسائل کے حل کے لئے اقدامات کئے جا رہے ہیں اور متعلقہ حکام کو ہدایات جاری کر دی گئی ہیں کہ وہ اپنے فرائض احسن طریقے سے سرانجام دیں	[723, 374, 842, 570]
news-text: سیکیورٹی کے انتظامات سخت کر دیئے گئے۔	[3, 1953, 114, 1973]
notice-date2: 25/11/2025	[758, 681, 807, 690]
issue-date: روزنامہ محاسب ایبٹ آباد، ہفتہ 22 نومبر 2025ء	[681, 1, 990, 16]
news-text: گیس کی بندش پر شہری پریشان۔	[360, 417, 471, 426]
notice-phone1: 22506640-2251	[751, 699, 814, 708]
news-body-filler: ۔ عوامی مسائل کے حل کے لئے اقدامات کئے جا رہے ہیں اور متعلقہ حکام کو ہدایات جاری کر دی گئی ہیں کہ وہ اپنے فرائض احسن طریقے سے سرانجام دیں ۔ عوامی مسائل کے حل کے لئے اقدامات کئے جا رہے ہیں اور متعلقہ حکام کو ہدایات جاری کر دی گئی ہیں کہ وہ اپنے فرائض احسن طریقے سے سرانجام دیں	[243, 1350, 471, 1403]
court-notice	[849, 974, 992, 1104]
news-text: طلباء کے لئے وظائف کا اعلان۔	[140, 306, 236, 315]
news-text: پولیس نے کارروائی کرتے ہوئے منشیات فروشوں کو گرفتار کر کے ان کے قبضے سے بھاری مقدار میں چرس برآمد کر لی۔ ملزمان کے خلاف مقدمات درج کر کے تفتیش شروع کر دی گئی۔	[723, 49, 842, 113]
news-text: DEO نے سکولوں کا اچانک دورہ کیا۔	[355, 877, 471, 886]
news-box-title: خبرنمبر 31	[243, 303, 471, 322]
news-body-filler: ۔ عوامی مسائل کے حل کے لئے اقدامات کئے جا رہے ہیں اور متعلقہ حکام کو ہدایات جاری کر دی گئی ہیں کہ وہ اپنے فرائض احسن طریقے سے سرانجام دیں ۔ عوامی مسائل کے حل کے لئے اقدامات کئے جا رہے ہیں اور متعلقہ حکام کو ہدایات جاری کر دی گئی ہیں کہ وہ اپنے فرائض احسن طریقے سے سرانجام دیں	[243, 798, 471, 851]
classified-filler: ۔ عوامی مسائل کے حل کے لئے اقدامات کئے جا رہے ہیں اور متعلقہ حکام کو ہدایات جاری کر دی گئی ہیں کہ وہ اپنے فرائض احسن طریقے سے سرانجام دیں ۔ عوامی مسائل کے حل کے لئے اقدامات کئے جا رہے ہیں اور متعلقہ حکام کو ہدایات جاری کر دی گئی ہیں کہ وہ اپنے فرائض احسن طریقے سے سرانجام دیں	[3, 453, 114, 561]
news-box-title: خبرنمبر 13	[478, 27, 593, 46]
news-body-filler: ۔ عوامی مسائل کے حل کے لئے اقدامات کئے جا رہے ہیں اور متعلقہ حکام کو ہدایات جاری کر دی گئی ہیں کہ وہ اپنے فرائض احسن طریقے سے سرانجام دیں ۔ عوامی مسائل کے حل کے لئے اقدامات کئے جا رہے ہیں اور متعلقہ حکام کو ہدایات جاری کر دی گئی ہیں کہ وہ اپنے فرائض احسن طریقے سے سرانجام دیں ۔ عوامی مسائل کے حل کے لئے اقدامات کئے جا رہے ہیں اور متعلقہ حکام کو ہدایات جاری کر دی گئی ہیں کہ وہ اپنے فرائض احسن طریقے سے سرانجام دیں ۔ عوامی مسائل کے حل کے لئے اقدامات کئے جا رہے ہیں اور متعلقہ حکام کو ہدایات جاری کر دی گئی ہیں کہ وہ اپنے فرائض احسن طریقے سے سرانجام دیں	[478, 844, 593, 1051]
news-body-filler: ۔ عوامی مسائل کے حل کے لئے اقدامات کئے جا رہے ہیں اور متعلقہ حکام کو ہدایات جاری کر دی گئی ہیں کہ وہ اپنے فرائض احسن طریقے سے سرانجام دیں ۔ عوامی مسائل کے حل کے لئے اقدامات کئے جا رہے ہیں اور متعلقہ حکام کو ہدایات جاری کر دی گئی ہیں کہ وہ اپنے فرائض احسن طریقے سے سرانجام دیں ۔ عوامی مسائل کے حل کے لئے اقدامات کئے جا رہے ہیں اور متعلقہ حکام کو ہدایات جاری کر دی گئی ہیں کہ وہ اپنے فرائض احسن طریقے سے سرانجام دیں ۔ عوامی مسائل کے حل کے لئے اقدامات کئے جا رہے ہیں اور متعلقہ حکام کو ہدایات جاری کر دی گئی ہیں کہ وہ اپنے فرائض احسن طریقے سے سرانجام دیں ۔ عوامی مسائل کے حل کے لئے اقدامات کئے جا رہے ہیں اور متعلقہ حکام کو ہدایات جاری کر دی گئی ہیں کہ وہ اپنے فرائض احسن طریقے سے سرانجام دیں	[849, 763, 992, 970]
news-text: پولیس نے اشتہاری ملزمان کی گرفتاری کے لئے کریک ڈاؤن شروع کر دیا۔	[600, 1698, 716, 1729]
news-text: پولیس اور عوام کے درمیان رابطہ کمیٹی قائم۔	[121, 1312, 236, 1332]
news-box-title: خبرنمبر 37	[243, 855, 471, 874]
classified-filler: ۔ عوامی مسائل کے حل کے لئے اقدامات کئے جا رہے ہیں اور متعلقہ حکام کو ہدایات جاری کر دی گئی ہیں کہ وہ اپنے فرائض احسن طریقے سے سرانجام دیں ۔ عوامی مسائل کے حل کے لئے اقدامات کئے جا رہے ہیں اور متعلقہ حکام کو ہدایات جاری کر دی گئی ہیں کہ وہ اپنے فرائض احسن طریقے سے سرانجام دیں	[3, 1104, 114, 1212]
news-text: 27 اکتوبر کو یوم سیاہ منایا گیا۔	[369, 233, 471, 242]
classified-text: میری گاڑی کے کاغذات گم ہو گئے ہیں۔ P/O	[3, 930, 114, 950]
column-7	[0, 22, 118, 2140]
news-box-title: خبرنمبر 10	[723, 745, 842, 764]
news-text: یونیورسٹی میں سالانہ کھیلوں کے مقابلے شروع ہو گئے۔	[478, 1077, 593, 1097]
classified-filler: ۔ عوامی مسائل کے حل کے لئے اقدامات کئے جا رہے ہیں اور متعلقہ حکام کو ہدایات جاری کر دی گئی ہیں کہ وہ اپنے فرائض احسن طریقے سے سرانجام دیں ۔ عوامی مسائل کے حل کے لئے اقدامات کئے جا رہے ہیں اور متعلقہ حکام کو ہدایات جاری کر دی گئی ہیں کہ وہ اپنے فرائض احسن طریقے سے سرانجام دیں	[3, 281, 114, 389]
news-body-filler: ۔ عوامی مسائل کے حل کے لئے اقدامات کئے جا رہے ہیں اور متعلقہ حکام کو ہدایات جاری کر دی گئی ہیں کہ وہ اپنے فرائض احسن طریقے سے سرانجام دیں ۔ عوامی مسائل کے حل کے لئے اقدامات کئے جا رہے ہیں اور متعلقہ حکام کو ہدایات جاری کر دی گئی ہیں کہ وہ اپنے فرائض احسن طریقے سے سرانجام دیں	[243, 706, 471, 759]
news-box-title: خبرنمبر 3	[849, 706, 992, 725]
court-notice-2	[849, 1107, 992, 1208]
news-text: وزیراعلیٰ کی ہدایت پر صوبے بھر میں ڈینگی کے خلاف آگاہی مہم کا آغاز کر دیا گیا ہے۔	[600, 49, 716, 80]
news-box-title: خبرنمبر 17	[600, 1070, 716, 1089]
news-text: مہنگائی کے خلاف شہریوں کا مظاہرہ۔	[121, 552, 236, 572]
news-body-filler: ۔ عوامی مسائل کے حل کے لئے اقدامات کئے جا رہے ہیں اور متعلقہ حکام کو ہدایات جاری کر دی گئی ہیں کہ وہ اپنے فرائض احسن طریقے سے سرانجام دیں ۔ عوامی مسائل کے حل کے لئے اقدامات کئے جا رہے ہیں اور متعلقہ حکام کو ہدایات جاری کر دی گئی ہیں کہ وہ اپنے فرائض احسن طریقے سے سرانجام دیں ۔ عوامی مسائل کے حل کے لئے اقدامات کئے جا رہے ہیں اور متعلقہ حکام کو ہدایات جاری کر دی گئی ہیں کہ وہ اپنے فرائض احسن طریقے سے سرانجام دیں ۔ عوامی مسائل کے حل کے لئے اقدامات کئے جا رہے ہیں اور متعلقہ حکام کو ہدایات جاری کر دی گئی ہیں کہ وہ اپنے فرائض احسن طریقے سے سرانجام دیں	[121, 1850, 236, 2057]
classified-text: P/O میں دستاویزات گم ہو گئیں۔	[7, 1241, 114, 1250]
news-body-filler: ۔ عوامی مسائل کے حل کے لئے اقدامات کئے جا رہے ہیں اور متعلقہ حکام کو ہدایات جاری کر دی گئی ہیں کہ وہ اپنے فرائض احسن طریقے سے سرانجام دیں ۔ عوامی مسائل کے حل کے لئے اقدامات کئے جا رہے ہیں اور متعلقہ حکام کو ہدایات جاری کر دی گئی ہیں کہ وہ اپنے فرائض احسن طریقے سے سرانجام دیں ۔ عوامی مسائل کے حل کے لئے اقدامات کئے جا رہے ہیں اور متعلقہ حکام کو ہدایات جاری کر دی گئی ہیں کہ وہ اپنے فرائض احسن طریقے سے سرانجام دیں ۔ عوامی مسائل کے حل کے لئے اقدامات کئے جا رہے ہیں اور متعلقہ حکام کو ہدایات جاری کر دی گئی ہیں کہ وہ اپنے فرائض احسن طریقے سے سرانجام دیں	[478, 330, 593, 537]
newspaper-title: DAILY MAHASIB ABBOTTABAD	[4, 1, 239, 17]
news-body-filler: ۔ عوامی مسائل کے حل کے لئے اقدامات کئے جا رہے ہیں اور متعلقہ حکام کو ہدایات جاری کر دی گئی ہیں کہ وہ اپنے فرائض احسن طریقے سے سرانجام دیں ۔ عوامی مسائل کے حل کے لئے اقدامات کئے جا رہے ہیں اور متعلقہ حکام کو ہدایات جاری کر دی گئی ہیں کہ وہ اپنے فرائض احسن طریقے سے سرانجام دیں ۔ عوامی مسائل کے حل کے لئے اقدامات کئے جا رہے ہیں اور متعلقہ حکام کو ہدایات جاری کر دی گئی ہیں کہ وہ اپنے فرائض احسن طریقے سے سرانجام دیں	[600, 914, 716, 1066]
notice-heading: بعدالت جناب سینئر سول جج صاحب	[734, 580, 831, 625]
news-box-title: خبرنمبر 11	[723, 1013, 842, 1032]
notice-date1: 16/07/2025	[758, 672, 807, 681]
news-body-filler: ۔ عوامی مسائل کے حل کے لئے اقدامات کئے جا رہے ہیں اور متعلقہ حکام کو ہدایات جاری کر دی گئی ہیں کہ وہ اپنے فرائض احسن طریقے سے سرانجام دیں ۔ عوامی مسائل کے حل کے لئے اقدامات کئے جا رہے ہیں اور متعلقہ حکام کو ہدایات جاری کر دی گئی ہیں کہ وہ اپنے فرائض احسن طریقے سے سرانجام دیں ۔ عوامی مسائل کے حل کے لئے اقدامات کئے جا رہے ہیں اور متعلقہ حکام کو ہدایات جاری کر دی گئی ہیں کہ وہ اپنے فرائض احسن طریقے سے سرانجام دیں ۔ عوامی مسائل کے حل کے لئے اقدامات کئے جا رہے ہیں اور متعلقہ حکام کو ہدایات جاری کر دی گئی ہیں کہ وہ اپنے فرائض احسن طریقے سے سرانجام دیں	[723, 1305, 842, 1501]
news-body-filler: ۔ عوامی مسائل کے حل کے لئے اقدامات کئے جا رہے ہیں اور متعلقہ حکام کو ہدایات جاری کر دی گئی ہیں کہ وہ اپنے فرائض احسن طریقے سے سرانجام دیں ۔ عوامی مسائل کے حل کے لئے اقدامات کئے جا رہے ہیں اور متعلقہ حکام کو ہدایات جاری کر دی گئی ہیں کہ وہ اپنے فرائض احسن طریقے سے سرانجام دیں ۔ عوامی مسائل کے حل کے لئے اقدامات کئے جا رہے ہیں اور متعلقہ حکام کو ہدایات جاری کر دی گئی ہیں کہ وہ اپنے فرائض احسن طریقے سے سرانجام دیں	[600, 1733, 716, 1885]
news-text: AA-15-11 CNSA کے تحت 34/411 مقدمہ درج کیا گیا۔	[478, 563, 593, 583]
news-body-filler: ۔ عوامی مسائل کے حل کے لئے اقدامات کئے جا رہے ہیں اور متعلقہ حکام کو ہدایات جاری کر دی گئی ہیں کہ وہ اپنے فرائض احسن طریقے سے سرانجام دیں ۔ عوامی مسائل کے حل کے لئے اقدامات کئے جا رہے ہیں اور متعلقہ حکام کو ہدایات جاری کر دی گئی ہیں کہ وہ اپنے فرائض احسن طریقے سے سرانجام دیں ۔ عوامی مسائل کے حل کے لئے اقدامات کئے جا رہے ہیں اور متعلقہ حکام کو ہدایات جاری کر دی گئی ہیں کہ وہ اپنے فرائض احسن طریقے سے سرانجام دیں	[600, 84, 716, 236]
news-box-title: خبرنمبر 40	[243, 1131, 471, 1150]
classified-text: میرا اصل شناختی کارڈ گم ہو گیا ہے۔ P/O	[3, 769, 114, 789]
news-box-title: خبرنمبر 12	[723, 1259, 842, 1278]
news-box-title: خبرنمبر 39	[243, 1039, 471, 1058]
news-body-filler: ۔ عوامی مسائل کے حل کے لئے اقدامات کئے جا رہے ہیں اور متعلقہ حکام کو ہدایات جاری کر دی گئی ہیں کہ وہ اپنے فرائض احسن طریقے سے سرانجام دیں ۔ عوامی مسائل کے حل کے لئے اقدامات کئے جا رہے ہیں اور متعلقہ حکام کو ہدایات جاری کر دی گئی ہیں کہ وہ اپنے فرائض احسن طریقے سے سرانجام دیں	[243, 154, 471, 207]
news-text: محکمہ تعلیم کی جانب سے سکولوں میں صفائی ستھرائی کی مہم کا آغاز کر دیا گیا۔	[723, 339, 842, 370]
news-text: سرکاری دفاتر میں حاضری یقینی بنانے کی ہدایت۔	[121, 1569, 236, 1589]
news-text: کھلی کچہری میں عوامی شکایات سنی گئیں۔	[326, 969, 471, 978]
news-text: پانی کی فراہمی کا منصوبہ مکمل۔	[123, 809, 236, 818]
news-body-filler: ۔ عوامی مسائل کے حل کے لئے اقدامات کئے جا رہے ہیں اور متعلقہ حکام کو ہدایات جاری کر دی گئی ہیں کہ وہ اپنے فرائض احسن طریقے سے سرانجام دیں ۔ عوامی مسائل کے حل کے لئے اقدامات کئے جا رہے ہیں اور متعلقہ حکام کو ہدایات جاری کر دی گئی ہیں کہ وہ اپنے فرائض احسن طریقے سے سرانجام دیں ۔ عوامی مسائل کے حل کے لئے اقدامات کئے جا رہے ہیں اور متعلقہ حکام کو ہدایات جاری کر دی گئی ہیں کہ وہ اپنے فرائض احسن طریقے سے سرانجام دیں ۔ عوامی مسائل کے حل کے لئے اقدامات کئے جا رہے ہیں اور متعلقہ حکام کو ہدایات جاری کر دی گئی ہیں کہ وہ اپنے فرائض احسن طریقے سے سرانجام دیں	[121, 576, 236, 783]
news-text: امتحانی نتائج کا اعلان کر دیا گیا۔	[367, 509, 471, 518]
news-text: 25 یونین کونسلوں میں پولیو مہم۔	[359, 785, 471, 794]
news-text: ایبٹ آباد: ہزارہ ڈویژن میں امن و امان کی صورتحال کے حوالے سے اہم اجلاس منعقد ہوا جس میں ضلعی انتظامیہ، پولیس اور دیگر متعلقہ اداروں کے افسران نے شرکت کی۔ اجلاس میں عوامی مسائل کے فوری حل اور قانون کی عملداری یقینی بنانے پر زور دیا گیا۔ شرکاء نے کہا کہ شہریوں کے جان و مال کا تحفظ اولین ترجیح ہے اور اس سلسلے میں کسی قسم کی غفلت برداشت نہیں کی جائے گی۔	[849, 49, 992, 157]
news-body-filler: ۔ عوامی مسائل کے حل کے لئے اقدامات کئے جا رہے ہیں اور متعلقہ حکام کو ہدایات جاری کر دی گئی ہیں کہ وہ اپنے فرائض احسن طریقے سے سرانجام دیں ۔ عوامی مسائل کے حل کے لئے اقدامات کئے جا رہے ہیں اور متعلقہ حکام کو ہدایات جاری کر دی گئی ہیں کہ وہ اپنے فرائض احسن طریقے سے سرانجام دیں ۔ عوامی مسائل کے حل کے لئے اقدامات کئے جا رہے ہیں اور متعلقہ حکام کو ہدایات جاری کر دی گئی ہیں کہ وہ اپنے فرائض احسن طریقے سے سرانجام دیں ۔ عوامی مسائل کے حل کے لئے اقدامات کئے جا رہے ہیں اور متعلقہ حکام کو ہدایات جاری کر دی گئی ہیں کہ وہ اپنے فرائض احسن طریقے سے سرانجام دیں	[121, 1079, 236, 1286]
classified-text: میرا نام تبدیل کر دیا گیا ہے۔	[24, 1091, 114, 1100]
document-number: BR5971991	[36, 613, 81, 622]
news-text: کسان پیکج کا اعلان۔	[404, 1061, 471, 1070]
news-body-filler: ۔ عوامی مسائل کے حل کے لئے اقدامات کئے جا رہے ہیں اور متعلقہ حکام کو ہدایات جاری کر دی گئی ہیں کہ وہ اپنے فرائض احسن طریقے سے سرانجام دیں ۔ عوامی مسائل کے حل کے لئے اقدامات کئے جا رہے ہیں اور متعلقہ حکام کو ہدایات جاری کر دی گئی ہیں کہ وہ اپنے فرائض احسن طریقے سے سرانجام دیں	[243, 430, 471, 483]
news-body-filler: ۔ عوامی مسائل کے حل کے لئے اقدامات کئے جا رہے ہیں اور متعلقہ حکام کو ہدایات جاری کر دی گئی ہیں کہ وہ اپنے فرائض احسن طریقے سے سرانجام دیں ۔ عوامی مسائل کے حل کے لئے اقدامات کئے جا رہے ہیں اور متعلقہ حکام کو ہدایات جاری کر دی گئی ہیں کہ وہ اپنے فرائض احسن طریقے سے سرانجام دیں ۔ عوامی مسائل کے حل کے لئے اقدامات کئے جا رہے ہیں اور متعلقہ حکام کو ہدایات جاری کر دی گئی ہیں کہ وہ اپنے فرائض احسن طریقے سے سرانجام دیں	[3, 1562, 114, 1725]
news-box-title: خبرنمبر 1	[849, 27, 992, 46]
notice-signature: دستخط حاکم — مہر عدالت	[852, 1090, 960, 1099]
news-box-title: خبرنمبر 28	[243, 27, 471, 46]
news-body-filler: ۔ عوامی مسائل کے حل کے لئے اقدامات کئے جا رہے ہیں اور متعلقہ حکام کو ہدایات جاری کر دی گئی ہیں کہ وہ اپنے فرائض احسن طریقے سے سرانجام دیں ۔ عوامی مسائل کے حل کے لئے اقدامات کئے جا رہے ہیں اور متعلقہ حکام کو ہدایات جاری کر دی گئی ہیں کہ وہ اپنے فرائض احسن طریقے سے سرانجام دیں ۔ عوامی مسائل کے حل کے لئے اقدامات کئے جا رہے ہیں اور متعلقہ حکام کو ہدایات جاری کر دی گئی ہیں کہ وہ اپنے فرائض احسن طریقے سے سرانجام دیں ۔ عوامی مسائل کے حل کے لئے اقدامات کئے جا رہے ہیں اور متعلقہ حکام کو ہدایات جاری کر دی گئی ہیں کہ وہ اپنے فرائض احسن طریقے سے سرانجام دیں	[478, 587, 593, 794]
notice-heading: بعدالت جناب سول جج صاحب	[862, 980, 979, 1010]
notice-date: 13/12/2025	[896, 1070, 945, 1079]
